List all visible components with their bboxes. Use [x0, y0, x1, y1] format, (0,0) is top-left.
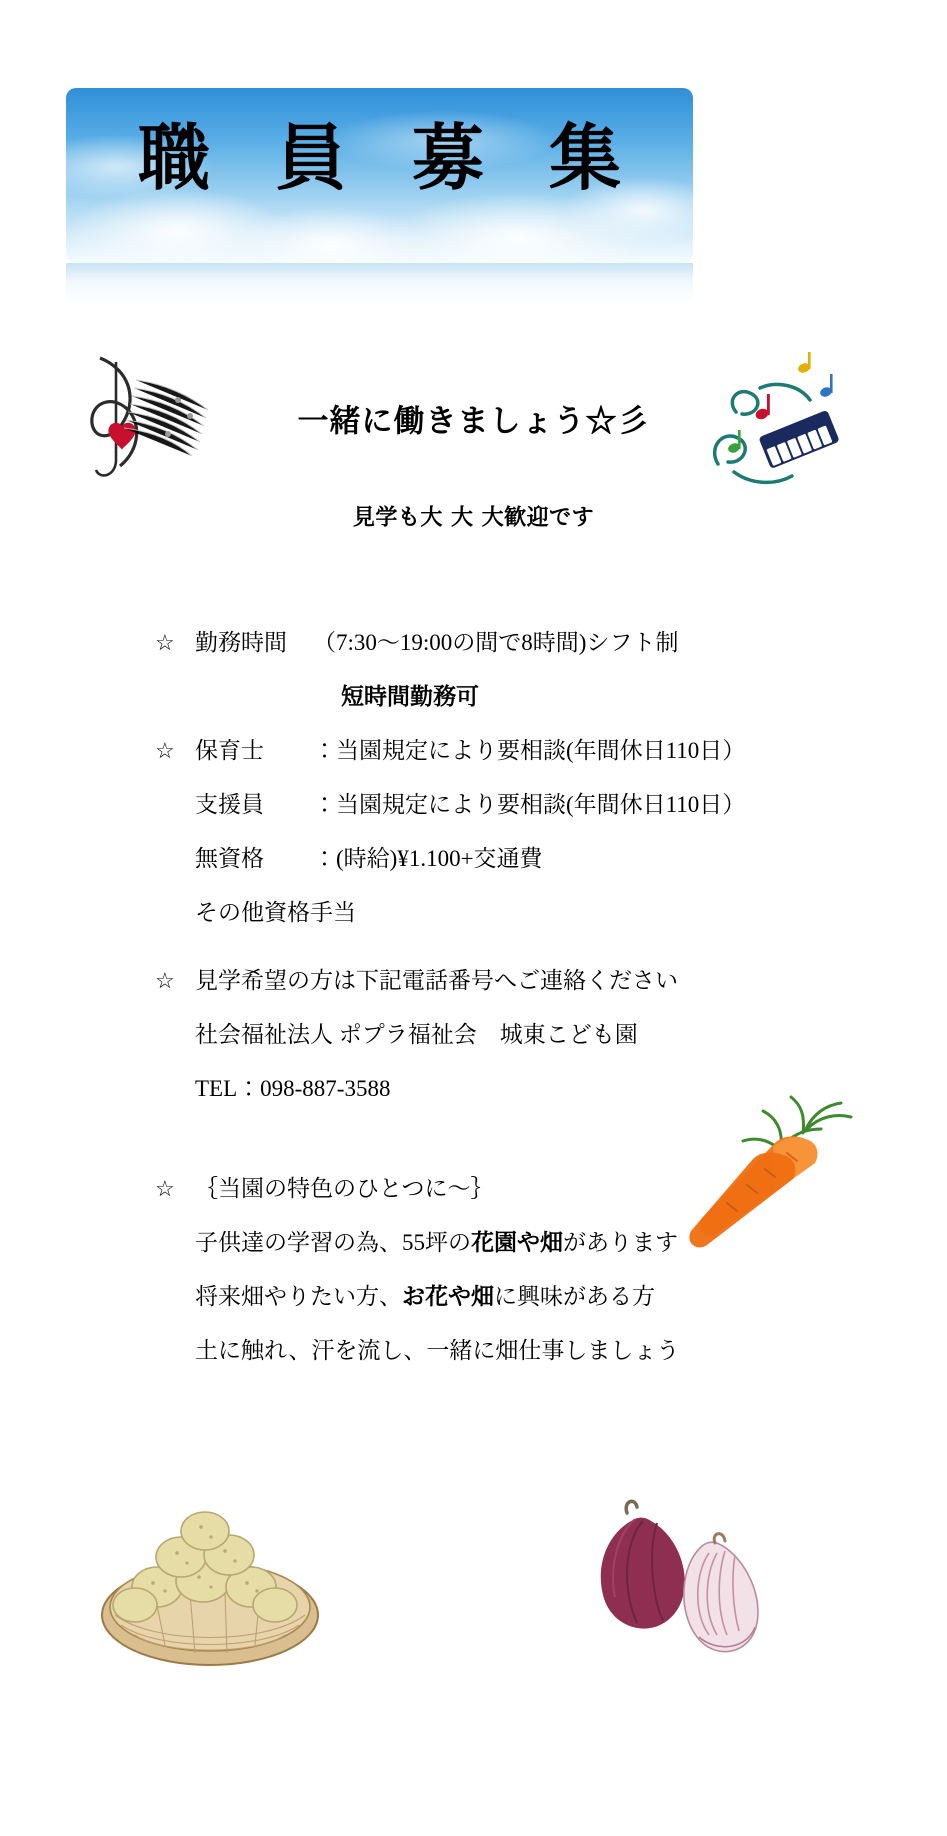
detail-line-support-staff	[155, 778, 855, 832]
detail-line-organization	[155, 1008, 855, 1062]
label-working-hours: 勤務時間	[195, 630, 287, 655]
feature-line-1-a: 子供達の学習の為、55坪の	[195, 1230, 471, 1255]
banner-title: 職 員 募 集	[137, 115, 642, 200]
potatoes-basket-image	[95, 1495, 325, 1675]
value-nursery-teacher: ：当園規定により要相談(年間休日110日）	[313, 738, 746, 763]
feature-line-2-c: に興味がある方	[494, 1284, 655, 1309]
detail-line-other-allowance	[155, 886, 855, 940]
feature-heading-text: ｛当園の特色のひとつに～｝	[195, 1176, 494, 1201]
carrots-image	[655, 1095, 870, 1255]
bullet-star-icon: ☆	[155, 1176, 175, 1201]
detail-line-short-shift: 短時間勤務可	[341, 684, 479, 709]
detail-line-working-hours	[155, 616, 855, 670]
value-working-hours: （7:30～19:00の間で8時間)シフト制	[313, 630, 679, 655]
value-support-staff: ：当園規定により要相談(年間休日110日）	[313, 792, 746, 817]
value-visit-contact: 見学希望の方は下記電話番号へご連絡ください	[195, 968, 678, 993]
feature-line-2-b: お花や畑	[402, 1284, 494, 1309]
detail-line-nursery-teacher	[155, 724, 855, 778]
feature-line-3	[155, 1324, 855, 1378]
detail-line-unqualified	[155, 832, 855, 886]
feature-line-1-c: があります	[563, 1230, 678, 1255]
spacer	[155, 940, 855, 954]
label-unqualified: 無資格	[195, 846, 264, 871]
bullet-star-icon: ☆	[155, 738, 175, 763]
value-telephone[interactable]: TEL：098-887-3588	[195, 1076, 391, 1101]
feature-line-1-b: 花園や畑	[471, 1230, 563, 1255]
onions-image	[565, 1495, 765, 1675]
banner-reflection	[66, 263, 693, 305]
value-other-allowance: その他資格手当	[195, 900, 356, 925]
detail-line-visit-contact	[155, 954, 855, 1008]
bullet-star-icon: ☆	[155, 630, 175, 655]
label-nursery-teacher: 保育士	[195, 738, 264, 763]
value-unqualified: ：(時給)¥1.100+交通費	[313, 846, 543, 871]
label-support-staff: 支援員	[195, 792, 264, 817]
value-organization: 社会福祉法人 ポプラ福祉会 城東こども園	[195, 1022, 638, 1047]
header-banner	[66, 88, 693, 263]
feature-line-3-text: 土に触れ、汗を流し、一緒に畑仕事しましょう	[195, 1338, 680, 1363]
feature-line-2-a: 将来畑やりたい方、	[195, 1284, 402, 1309]
subline: 見学も大 大 大歓迎です	[352, 504, 595, 531]
feature-line-2	[155, 1270, 855, 1324]
headline: 一緒に働きましょう☆彡	[297, 403, 650, 440]
bullet-star-icon: ☆	[155, 968, 175, 993]
details-block	[155, 616, 855, 1378]
